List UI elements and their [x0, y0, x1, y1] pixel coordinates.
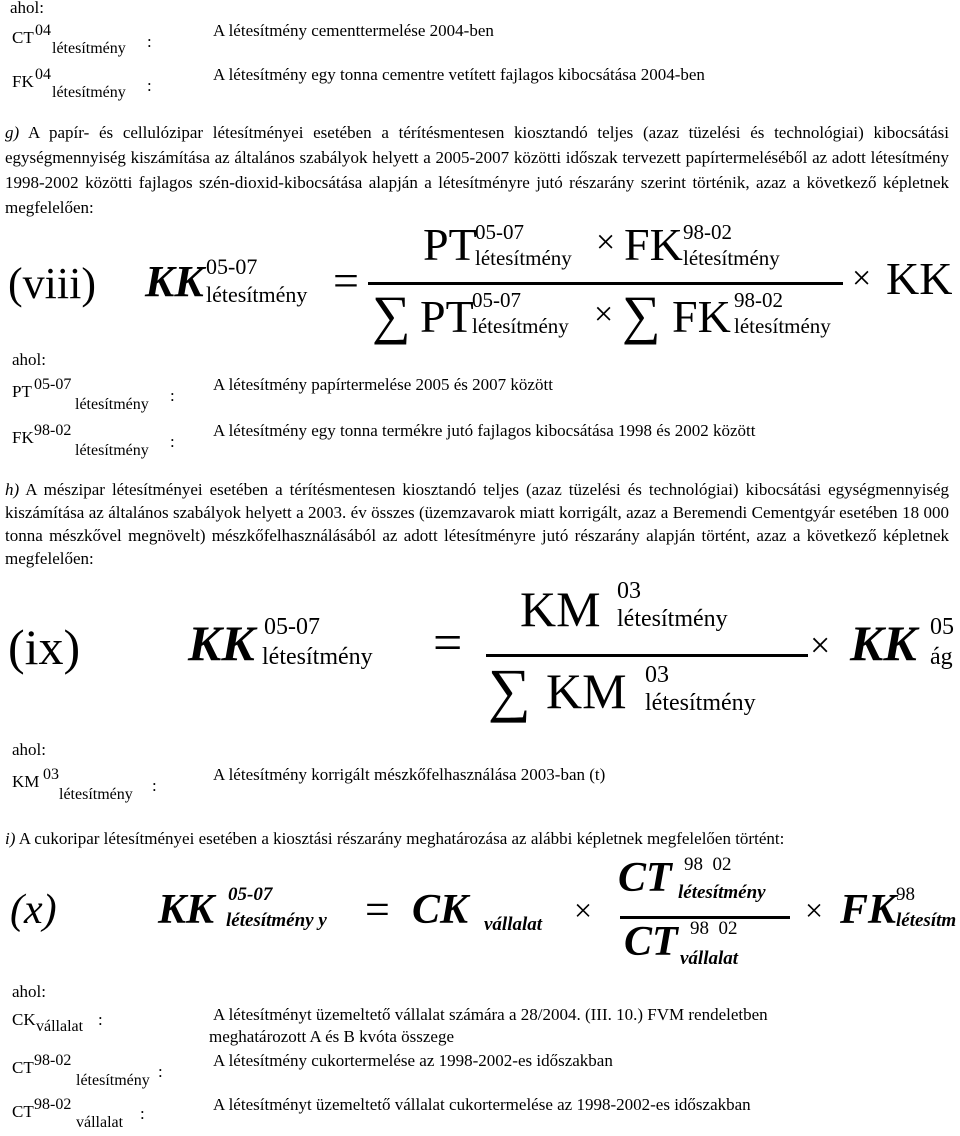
definition-km03: A létesítmény korrigált mészkőfelhasználása 2003-ban (t) — [213, 765, 606, 784]
definition-line: A létesítményt üzemeltető vállalat számára a 28/2004. (III. 10.) FVM rendeletben — [213, 1005, 768, 1024]
formula-num-sub: létesítmény — [678, 882, 766, 903]
symbol-sub: létesítmény — [75, 396, 149, 413]
formula-lhs: KK — [158, 887, 215, 933]
symbol-main: FK — [12, 428, 34, 447]
formula-lhs-sup: 05-07 — [206, 254, 258, 279]
formula-label: (ix) — [8, 619, 81, 675]
formula-ck-sub: vállalat — [484, 914, 543, 935]
formula-den-pt: PT — [420, 291, 474, 342]
formula-ck: CK — [412, 887, 469, 933]
symbol-ct04 — [12, 22, 212, 62]
formula-num-pt: PT — [423, 219, 477, 270]
symbol-sub: létesítmény — [52, 40, 126, 57]
symbol-main: CT — [12, 28, 34, 47]
symbol-colon: : — [152, 776, 157, 795]
ahol-label: ahol: — [12, 740, 46, 759]
formula-num: CT — [618, 855, 672, 901]
formula-num: KM — [520, 581, 601, 637]
paragraph-h — [5, 478, 949, 570]
paragraph-i — [5, 826, 949, 851]
paragraph-text: A cukoripar létesítményei esetében a kiosztási részarány meghatározása az alábbi képletnek megfelelően történt: — [18, 829, 785, 848]
fraction-bar — [486, 654, 808, 657]
symbol-sup: 98-02 — [34, 1096, 72, 1113]
formula-rhs: KK — [850, 615, 917, 671]
formula-den-sup: 03 — [645, 662, 669, 688]
symbol-colon: : — [98, 1010, 103, 1029]
symbol-sup: 04 — [35, 66, 51, 83]
definition-fk04: A létesítmény egy tonna cementre vetített fajlagos kibocsátása 2004-ben — [213, 65, 705, 84]
symbol-ck-vallalat — [12, 1004, 212, 1044]
formula-num-pt-sub: létesítmény — [475, 246, 572, 270]
definition-ct9802-letesitmeny: A létesítmény cukortermelése az 1998-2002-es időszakban — [213, 1051, 613, 1070]
formula-num-sub: létesítmény — [617, 606, 728, 632]
paragraph-lead: h) — [5, 480, 20, 499]
formula-lhs-sub: létesítmény y — [226, 910, 327, 931]
symbol-main: CT — [12, 1058, 34, 1077]
formula-num-fk-sup: 98-02 — [683, 220, 732, 244]
symbol-sup: 98-02 — [34, 422, 72, 439]
formula-rhs-sup: 98 — [896, 884, 915, 905]
symbol-sup: 98-02 — [34, 1052, 72, 1069]
symbol-main: KM — [12, 772, 40, 791]
formula-ix — [0, 574, 960, 724]
definition-fk9802: A létesítmény egy tonna termékre jutó fajlagos kibocsátása 1998 és 2002 között — [213, 421, 756, 440]
symbol-colon: : — [170, 386, 175, 405]
symbol-km03 — [12, 766, 212, 806]
paragraph-text: A papír- és cellulózipar létesítményei esetében a térítésmentesen kiosztandó teljes (azaz tüzelési és technológiai) kibocsátási egységmennyiség kiszámítása az általános szabályok helyett a 2005-2007 közötti időszak tervezett papírtermeléséből az adott létesítmény 1998-2002 közötti fajlagos szén-dioxid-kibocsátása alapján a létesítményre jutó részarány szerint történik, azaz a következő képletnek megfelelően: — [5, 123, 950, 217]
symbol-colon: : — [140, 1104, 145, 1123]
symbol-colon: : — [158, 1062, 163, 1081]
symbol-sup: 04 — [35, 22, 51, 39]
formula-num-pt-sup: 05-07 — [475, 220, 524, 244]
formula-den-sub: létesítmény — [645, 690, 756, 716]
formula-rhs-times: × — [852, 260, 872, 297]
paragraph-text: A mészipar létesítményei esetében a térítésmentesen kiosztandó teljes (azaz tüzelési és technológiai) kibocsátási egységmennyiség kiszámítása az általános szabályok helyett a 2003. év összes (üzemzavarok miatt korrigált, azaz a Beremendi Cementgyár esetében 18 000 tonna mészkővel megnövelt) mészkőfelhasználásából az adott létesítményre jutó részarány alapján történt, azaz a következő képletnek megfelelően: — [5, 480, 949, 568]
paragraph-lead: i) — [5, 829, 16, 848]
formula-sum-icon: ∑ — [372, 285, 411, 345]
symbol-colon: : — [147, 76, 152, 95]
formula-equals: = — [433, 615, 463, 672]
formula-lhs-sub: létesítmény — [262, 644, 373, 670]
formula-sum-icon: ∑ — [622, 285, 661, 345]
formula-den-fk-sup: 98-02 — [734, 288, 783, 312]
formula-den-pt-sup: 05-07 — [472, 288, 521, 312]
formula-lhs: KK — [188, 615, 255, 671]
formula-den: CT — [624, 919, 678, 965]
formula-label: (x) — [10, 887, 57, 933]
formula-lhs-sub: létesítmény — [206, 282, 308, 307]
ahol-label: ahol: — [12, 982, 46, 1001]
paragraph-g — [5, 120, 949, 220]
formula-den-times: × — [594, 296, 614, 333]
formula-num-sup: 98 02 — [684, 854, 732, 875]
formula-den-fk-sub: létesítmény — [734, 314, 831, 338]
paragraph-lead: g) — [5, 123, 20, 142]
definition-ct04: A létesítmény cementtermelése 2004-ben — [213, 21, 494, 40]
definition-pt0507: A létesítmény papírtermelése 2005 és 2007 között — [213, 375, 553, 394]
formula-rhs-sub: ág — [930, 644, 953, 670]
formula-den-sub: vállalat — [680, 948, 739, 969]
formula-label: (viii) — [8, 259, 96, 308]
formula-x — [0, 856, 960, 976]
formula-den: KM — [546, 663, 627, 719]
formula-times: × — [810, 625, 831, 665]
symbol-fk9802 — [12, 422, 212, 462]
formula-viii — [0, 220, 960, 350]
ahol-label: ahol: — [12, 350, 46, 369]
fraction-bar — [368, 282, 843, 285]
formula-rhs-sup: 05 — [930, 614, 954, 640]
symbol-colon: : — [170, 432, 175, 451]
symbol-main: PT — [12, 382, 32, 401]
symbol-main: CT — [12, 1102, 34, 1121]
symbol-sub: vállalat — [76, 1114, 124, 1131]
formula-rhs: FK — [840, 887, 897, 933]
symbol-ct9802-vallalat — [12, 1096, 212, 1136]
definition-ct9802-vallalat: A létesítményt üzemeltető vállalat cukortermelése az 1998-2002-es időszakban — [213, 1095, 751, 1114]
symbol-sup: 03 — [43, 766, 59, 783]
symbol-main: FK — [12, 72, 34, 91]
symbol-sub: vállalat — [36, 1018, 84, 1035]
symbol-sub: létesítmény — [59, 786, 133, 803]
formula-rhs: KK — [886, 253, 953, 304]
formula-num-sup: 03 — [617, 578, 641, 604]
formula-lhs: KK — [145, 257, 204, 306]
definition-ck-vallalat — [209, 1004, 768, 1048]
formula-lhs-sup: 05-07 — [228, 884, 273, 905]
formula-equals: = — [333, 255, 359, 306]
symbol-pt0507 — [12, 376, 212, 416]
ahol-label: ahol: — [10, 0, 44, 17]
formula-num-fk-sub: létesítmény — [683, 246, 780, 270]
symbol-sub: létesítmény — [75, 442, 149, 459]
symbol-colon: : — [147, 32, 152, 51]
formula-den-pt-sub: létesítmény — [472, 314, 569, 338]
symbol-main: CK — [12, 1010, 36, 1029]
symbol-fk04 — [12, 66, 212, 106]
formula-num-fk: FK — [624, 219, 683, 270]
formula-lhs-sup: 05-07 — [264, 614, 320, 640]
formula-rhs-sub: létesítm — [896, 910, 957, 931]
formula-times: × — [596, 224, 616, 261]
definition-line: meghatározott A és B kvóta összege — [209, 1027, 455, 1046]
formula-sum-icon: ∑ — [488, 657, 531, 723]
formula-equals: = — [365, 885, 390, 934]
formula-den-sup: 98 02 — [690, 918, 738, 939]
formula-den-fk: FK — [672, 291, 731, 342]
symbol-ct9802-letesitmeny — [12, 1052, 212, 1092]
symbol-sup: 05-07 — [34, 376, 72, 393]
symbol-sub: létesítmény — [76, 1072, 150, 1089]
formula-times: × — [574, 892, 593, 928]
formula-rhs-times: × — [805, 892, 824, 928]
symbol-sub: létesítmény — [52, 84, 126, 101]
